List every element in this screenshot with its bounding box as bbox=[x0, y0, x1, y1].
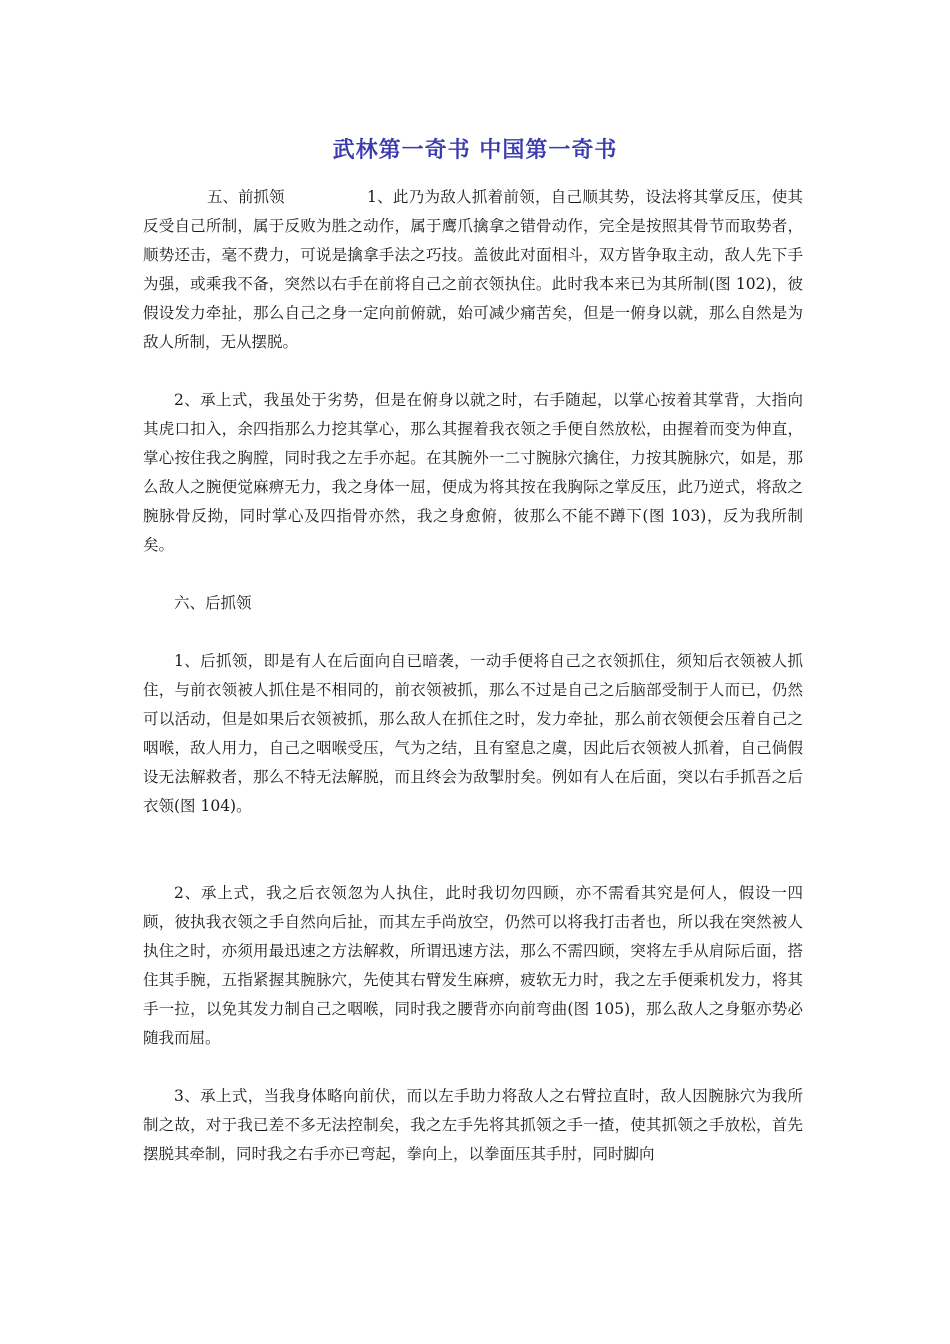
section-heading: 六、后抓领 bbox=[174, 594, 252, 612]
paragraph: 3、承上式，当我身体略向前伏，而以左手助力将敌人之右臂拉直时，敌人因腕脉穴为我所制之故，对于我已差不多无法控制矣，我之左手先将其抓领之手一揸，使其抓领之手放松，首先摆脱其牵制，同时我之右手亦已弯起，拳向上，以拳面压其手肘，同时脚向 bbox=[143, 1087, 803, 1163]
page-title: 武林第一奇书 中国第一奇书 bbox=[332, 138, 618, 163]
paragraph: 2、承上式，我之后衣领忽为人执住，此时我切勿四顾，亦不需看其究是何人，假设一四顾，彼执我衣领之手自然向后扯，而其左手尚放空，仍然可以将我打击者也，所以我在突然被人执住之时，亦须用最迅速之方法解救，所谓迅速方法，那么不需四顾，突将左手从肩际后面，搭住其手腕，五指紧握其腕脉穴，先使其右臂发生麻痹，疲软无力时，我之左手便乘机发力，将其手一拉，以免其发力制自己之咽喉，同时我之腰背亦向前弯曲(图 105)，那么敌人之身躯亦势必随我而屈。 bbox=[143, 884, 803, 1047]
paragraph: 2、承上式，我虽处于劣势，但是在俯身以就之时，右手随起，以掌心按着其掌背，大指向其虎口扣入，余四指那么力挖其掌心，那么其握着我衣领之手便自然放松，由握着而变为伸直，掌心按住我之胸膛，同时我之左手亦起。在其腕外一二寸腕脉穴擒住，力按其腕脉穴，如是，那么敌人之腕便觉麻痹无力，我之身体一屈，便成为将其按在我胸际之掌反压，此乃逆式，将敌之腕脉骨反拗，同时掌心及四指骨亦然，我之身愈俯，彼那么不能不蹲下(图 103)，反为我所制矣。 bbox=[143, 391, 803, 554]
paragraph bbox=[143, 183, 803, 357]
paragraph-text: 1、此乃为敌人抓着前领，自己顺其势，设法将其掌反压，使其反受自己所制，属于反败为胜之动作，属于鹰爪擒拿之错骨动作，完全是按照其骨节而取势者，顺势还击，毫不费力，可说是擒拿手法之巧技。盖彼此对面相斗，双方皆争取主动，敌人先下手为强，或乘我不备，突然以右手在前将自己之前衣领执住。此时我本来已为其所制(图 102)，彼假设发力牵扯，那么自己之身一定向前俯就，始可减少痛苦矣，但是一俯身以就，那么自然是为敌人所制，无从摆脱。 bbox=[143, 188, 803, 351]
document-body bbox=[143, 183, 803, 1198]
paragraph: 1、后抓领，即是有人在后面向自已暗袭，一动手便将自己之衣领抓住，须知后衣领被人抓住，与前衣领被人抓住是不相同的，前衣领被抓，那么不过是自己之后脑部受制于人而已，仍然可以活动，但是如果后衣领被抓，那么敌人在抓住之时，发力牵扯，那么前衣领便会压着自己之咽喉，敌人用力，自己之咽喉受压，气为之结，且有窒息之虞，因此后衣领被人抓着，自己倘假设无法解救者，那么不特无法解脱，而且终会为敌掣肘矣。例如有人在后面，突以右手抓吾之后衣领(图 104)。 bbox=[143, 652, 803, 815]
section-heading: 五、前抓领 bbox=[207, 188, 285, 206]
